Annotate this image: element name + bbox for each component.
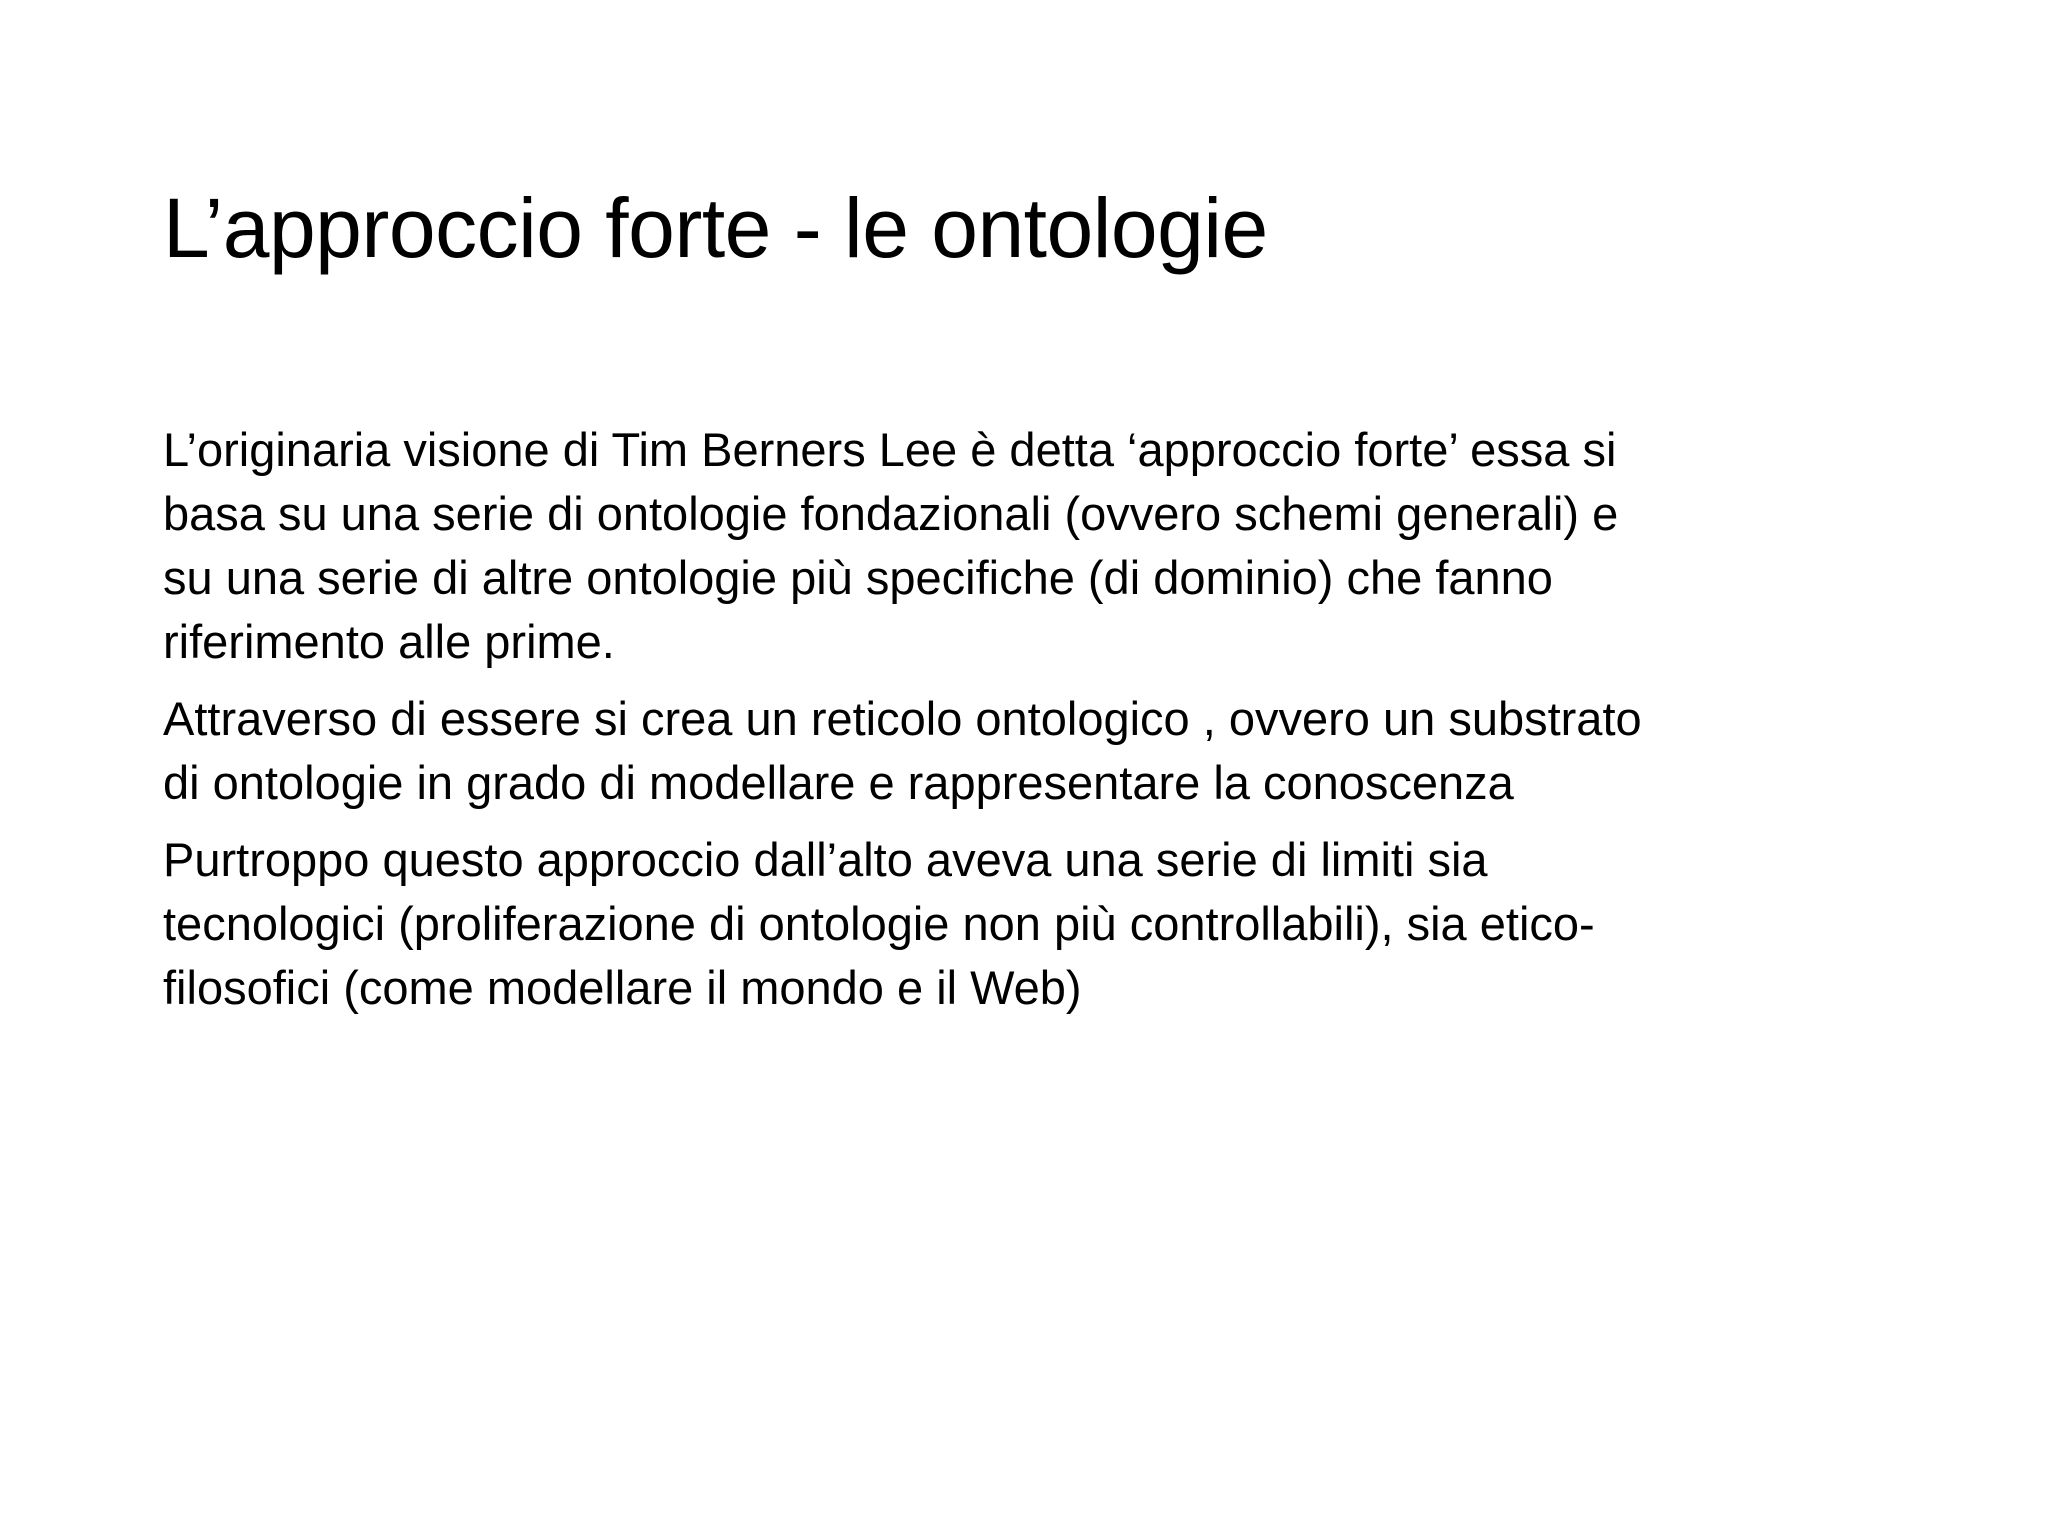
- paragraph-line: Purtroppo questo approccio dall’alto aveva una serie di limiti sia: [163, 833, 1488, 886]
- paragraph-line: su una serie di altre ontologie più specifiche (di dominio) che fanno: [163, 551, 1553, 604]
- paragraph-line: Attraverso di essere si crea un reticolo ontologico , ovvero un substrato: [163, 692, 1642, 745]
- paragraph-line: tecnologici (proliferazione di ontologie non più controllabili), sia etico-: [163, 897, 1595, 950]
- slide-title: L’approccio forte - le ontologie: [163, 181, 1268, 275]
- paragraph-line: basa su una serie di ontologie fondazionali (ovvero schemi generali) e: [163, 487, 1619, 540]
- paragraph-limits: [163, 828, 1923, 1020]
- paragraph-line: di ontologie in grado di modellare e rappresentare la conoscenza: [163, 756, 1514, 809]
- paragraph-line: filosofici (come modellare il mondo e il Web): [163, 961, 1082, 1014]
- slide-body: [163, 418, 1923, 1033]
- paragraph-strong-approach: [163, 418, 1923, 674]
- paragraph-line: riferimento alle prime.: [163, 615, 615, 668]
- paragraph-line: L’originaria visione di Tim Berners Lee è detta ‘approccio forte’ essa si: [163, 423, 1617, 476]
- paragraph-ontological-lattice: [163, 687, 1923, 815]
